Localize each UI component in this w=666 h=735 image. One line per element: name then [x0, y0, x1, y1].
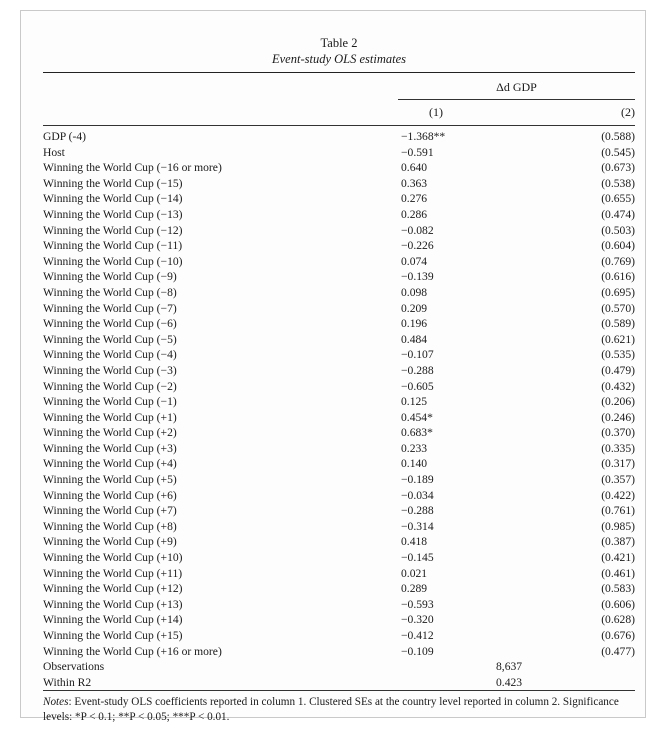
- coef-value: 0.233: [401, 441, 428, 455]
- within-r2-label: Within R2: [43, 675, 92, 689]
- table-notes: [43, 691, 635, 725]
- coef-cell: [393, 425, 513, 441]
- coef-value: −0.591: [401, 145, 434, 159]
- coef-value: −0.145: [401, 551, 434, 565]
- se-cell: (0.655): [601, 192, 635, 206]
- se-cell: (0.421): [601, 551, 635, 565]
- coef-cell: [393, 316, 513, 332]
- coef-cell: [393, 176, 513, 192]
- row-label: Winning the World Cup (+3): [43, 441, 177, 455]
- row-label: Winning the World Cup (−13): [43, 207, 183, 221]
- row-label: Winning the World Cup (−8): [43, 285, 177, 299]
- se-cell: (0.357): [601, 473, 635, 487]
- table-row: [43, 191, 635, 207]
- row-label: Winning the World Cup (−12): [43, 223, 183, 237]
- coef-cell: [393, 566, 513, 582]
- se-cell: (0.673): [601, 161, 635, 175]
- row-label: Winning the World Cup (−5): [43, 332, 177, 346]
- table-container: [43, 11, 635, 725]
- coef-value: 0.363: [401, 176, 428, 190]
- coef-value: −0.109: [401, 644, 434, 658]
- row-label: Winning the World Cup (+9): [43, 535, 177, 549]
- coef-value: 0.286: [401, 207, 428, 221]
- coef-cell: [393, 160, 513, 176]
- coef-value: 0.683*: [401, 426, 433, 440]
- table-row: [43, 550, 635, 566]
- table-row: [43, 254, 635, 270]
- summary-block: [43, 659, 635, 690]
- coef-cell: [393, 472, 513, 488]
- coef-value: 0.418: [401, 535, 428, 549]
- coef-value: −0.189: [401, 473, 434, 487]
- coef-value: 0.021: [401, 566, 428, 580]
- group-header: Δd GDP: [496, 80, 537, 94]
- coef-cell: [393, 550, 513, 566]
- coef-value: 0.098: [401, 285, 428, 299]
- coef-cell: [393, 644, 513, 660]
- table-row: [43, 160, 635, 176]
- table-row: [43, 519, 635, 535]
- coef-value: −0.288: [401, 363, 434, 377]
- row-label: Winning the World Cup (−15): [43, 176, 183, 190]
- table-row: [43, 129, 635, 145]
- table-row: [43, 269, 635, 285]
- table-frame: [20, 10, 646, 724]
- coef-cell: [393, 394, 513, 410]
- se-cell: (0.477): [601, 644, 635, 658]
- table-row: [43, 207, 635, 223]
- coef-cell: [393, 301, 513, 317]
- coef-value: −0.320: [401, 613, 434, 627]
- coef-cell: [393, 363, 513, 379]
- row-label: Winning the World Cup (−11): [43, 239, 183, 253]
- coef-value: 0.484: [401, 332, 428, 346]
- coef-cell: [393, 581, 513, 597]
- coef-value: 0.140: [401, 457, 428, 471]
- se-cell: (0.335): [601, 441, 635, 455]
- table-row: [43, 285, 635, 301]
- row-label: Winning the World Cup (−3): [43, 363, 177, 377]
- se-cell: (0.985): [601, 519, 635, 533]
- table-row: [43, 379, 635, 395]
- coef-value: 0.289: [401, 582, 428, 596]
- table-row: [43, 597, 635, 613]
- table-row: [43, 223, 635, 239]
- coef-cell: [393, 534, 513, 550]
- table-row: [43, 332, 635, 348]
- table-header: [43, 73, 635, 125]
- row-label: Winning the World Cup (−4): [43, 348, 177, 362]
- se-cell: (0.535): [601, 348, 635, 362]
- coef-cell: [393, 441, 513, 457]
- coef-value: 0.196: [401, 317, 428, 331]
- row-label: Winning the World Cup (+4): [43, 457, 177, 471]
- table-row: [43, 410, 635, 426]
- se-cell: (0.588): [601, 130, 635, 143]
- coef-value: −0.288: [401, 504, 434, 518]
- row-label: Winning the World Cup (−1): [43, 395, 177, 409]
- row-label: Winning the World Cup (−2): [43, 379, 177, 393]
- coef-value: −0.605: [401, 379, 434, 393]
- table-row: [43, 347, 635, 363]
- se-cell: (0.461): [601, 566, 635, 580]
- se-cell: (0.606): [601, 597, 635, 611]
- header-rule: [43, 125, 635, 126]
- table-row: [43, 581, 635, 597]
- row-label: Winning the World Cup (−16 or more): [43, 161, 222, 175]
- table-row: [43, 145, 635, 161]
- coef-value: −0.226: [401, 239, 434, 253]
- row-label: Winning the World Cup (+7): [43, 504, 177, 518]
- col1-header: (1): [429, 105, 443, 119]
- coef-cell: [393, 347, 513, 363]
- estimates-table: [43, 129, 635, 659]
- se-cell: (0.370): [601, 426, 635, 440]
- coef-value: −0.082: [401, 223, 434, 237]
- se-cell: (0.206): [601, 395, 635, 409]
- coef-value: 0.454*: [401, 410, 433, 424]
- coef-cell: [393, 145, 513, 161]
- observations-value: 8,637: [496, 660, 523, 674]
- row-label: Winning the World Cup (+11): [43, 566, 183, 580]
- row-label: Winning the World Cup (−7): [43, 301, 177, 315]
- se-cell: (0.317): [601, 457, 635, 471]
- table-row: [43, 488, 635, 504]
- se-cell: (0.479): [601, 363, 635, 377]
- coef-cell: [393, 488, 513, 504]
- coef-cell: [393, 238, 513, 254]
- table-caption: [43, 35, 635, 67]
- group-rule: [398, 99, 635, 100]
- coef-cell: [393, 191, 513, 207]
- row-label: Winning the World Cup (+14): [43, 613, 183, 627]
- se-cell: (0.621): [601, 332, 635, 346]
- se-cell: (0.589): [601, 317, 635, 331]
- table-row: [43, 301, 635, 317]
- coef-cell: [393, 456, 513, 472]
- coef-cell: [393, 254, 513, 270]
- se-cell: (0.583): [601, 582, 635, 596]
- se-cell: (0.432): [601, 379, 635, 393]
- coef-cell: [393, 207, 513, 223]
- row-label: Winning the World Cup (+2): [43, 426, 177, 440]
- se-cell: (0.604): [601, 239, 635, 253]
- coef-cell: [393, 285, 513, 301]
- row-label: Winning the World Cup (+6): [43, 488, 177, 502]
- coef-value: 0.276: [401, 192, 428, 206]
- table-row: [43, 238, 635, 254]
- coef-cell: [393, 332, 513, 348]
- table-row: [43, 425, 635, 441]
- se-cell: (0.246): [601, 410, 635, 424]
- table-row: [43, 534, 635, 550]
- notes-label: Notes: [43, 696, 69, 709]
- summary-row: [43, 675, 635, 691]
- table-row: [43, 176, 635, 192]
- row-label: Winning the World Cup (−6): [43, 317, 177, 331]
- observations-label: Observations: [43, 660, 105, 674]
- table-row: [43, 363, 635, 379]
- coef-value: 0.074: [401, 254, 428, 268]
- summary-row: [43, 659, 635, 675]
- coef-cell: [393, 519, 513, 535]
- se-cell: (0.676): [601, 629, 635, 642]
- row-label: Winning the World Cup (−9): [43, 270, 177, 284]
- coef-value: −1.368**: [401, 130, 446, 143]
- table-row: [43, 628, 635, 644]
- se-cell: (0.387): [601, 535, 635, 549]
- coef-value: −0.314: [401, 519, 434, 533]
- coef-value: 0.125: [401, 395, 428, 409]
- within-r2-value: 0.423: [496, 675, 523, 689]
- coef-cell: [393, 410, 513, 426]
- table-row: [43, 503, 635, 519]
- table-row: [43, 612, 635, 628]
- se-cell: (0.769): [601, 254, 635, 268]
- table-row: [43, 644, 635, 660]
- table-row: [43, 441, 635, 457]
- row-label: Winning the World Cup (+10): [43, 551, 183, 565]
- se-cell: (0.503): [601, 223, 635, 237]
- coef-cell: [393, 503, 513, 519]
- se-cell: (0.761): [601, 504, 635, 518]
- se-cell: (0.474): [601, 207, 635, 221]
- coef-value: 0.209: [401, 301, 428, 315]
- coef-cell: [393, 612, 513, 628]
- coef-value: −0.107: [401, 348, 434, 362]
- row-label: Winning the World Cup (+1): [43, 410, 177, 424]
- coef-cell: [393, 269, 513, 285]
- row-label: GDP (-4): [43, 130, 87, 143]
- coef-value: −0.412: [401, 629, 434, 642]
- table-row: [43, 316, 635, 332]
- row-label: Winning the World Cup (+15): [43, 629, 183, 642]
- se-cell: (0.628): [601, 613, 635, 627]
- table-row: [43, 472, 635, 488]
- row-label: Winning the World Cup (+16 or more): [43, 644, 222, 658]
- coef-value: 0.640: [401, 161, 428, 175]
- se-cell: (0.422): [601, 488, 635, 502]
- table-row: [43, 566, 635, 582]
- coef-value: −0.034: [401, 488, 434, 502]
- coef-value: −0.593: [401, 597, 434, 611]
- coef-cell: [393, 379, 513, 395]
- row-label: Winning the World Cup (−14): [43, 192, 183, 206]
- se-cell: (0.616): [601, 270, 635, 284]
- table-title: Table 2: [320, 36, 358, 50]
- coef-value: −0.139: [401, 270, 434, 284]
- coef-cell: [393, 223, 513, 239]
- row-label: Winning the World Cup (+12): [43, 582, 183, 596]
- table-subtitle: Event-study OLS estimates: [271, 52, 406, 66]
- se-cell: (0.570): [601, 301, 635, 315]
- row-label: Host: [43, 145, 65, 159]
- col2-header: (2): [621, 105, 635, 119]
- coef-cell: [393, 129, 513, 145]
- coef-cell: [393, 628, 513, 644]
- table-row: [43, 394, 635, 410]
- table-row: [43, 456, 635, 472]
- row-label: Winning the World Cup (+8): [43, 519, 177, 533]
- se-cell: (0.538): [601, 176, 635, 190]
- row-label: Winning the World Cup (+13): [43, 597, 183, 611]
- se-cell: (0.695): [601, 285, 635, 299]
- row-label: Winning the World Cup (+5): [43, 473, 177, 487]
- coef-cell: [393, 597, 513, 613]
- notes-text: : Event-study OLS coefficients reported in column 1. Clustered SEs at the country level reported in column 2. Significance levels: *P < 0.1; **P < 0.05; ***P < 0.01.: [43, 696, 619, 724]
- se-cell: (0.545): [601, 145, 635, 159]
- row-label: Winning the World Cup (−10): [43, 254, 183, 268]
